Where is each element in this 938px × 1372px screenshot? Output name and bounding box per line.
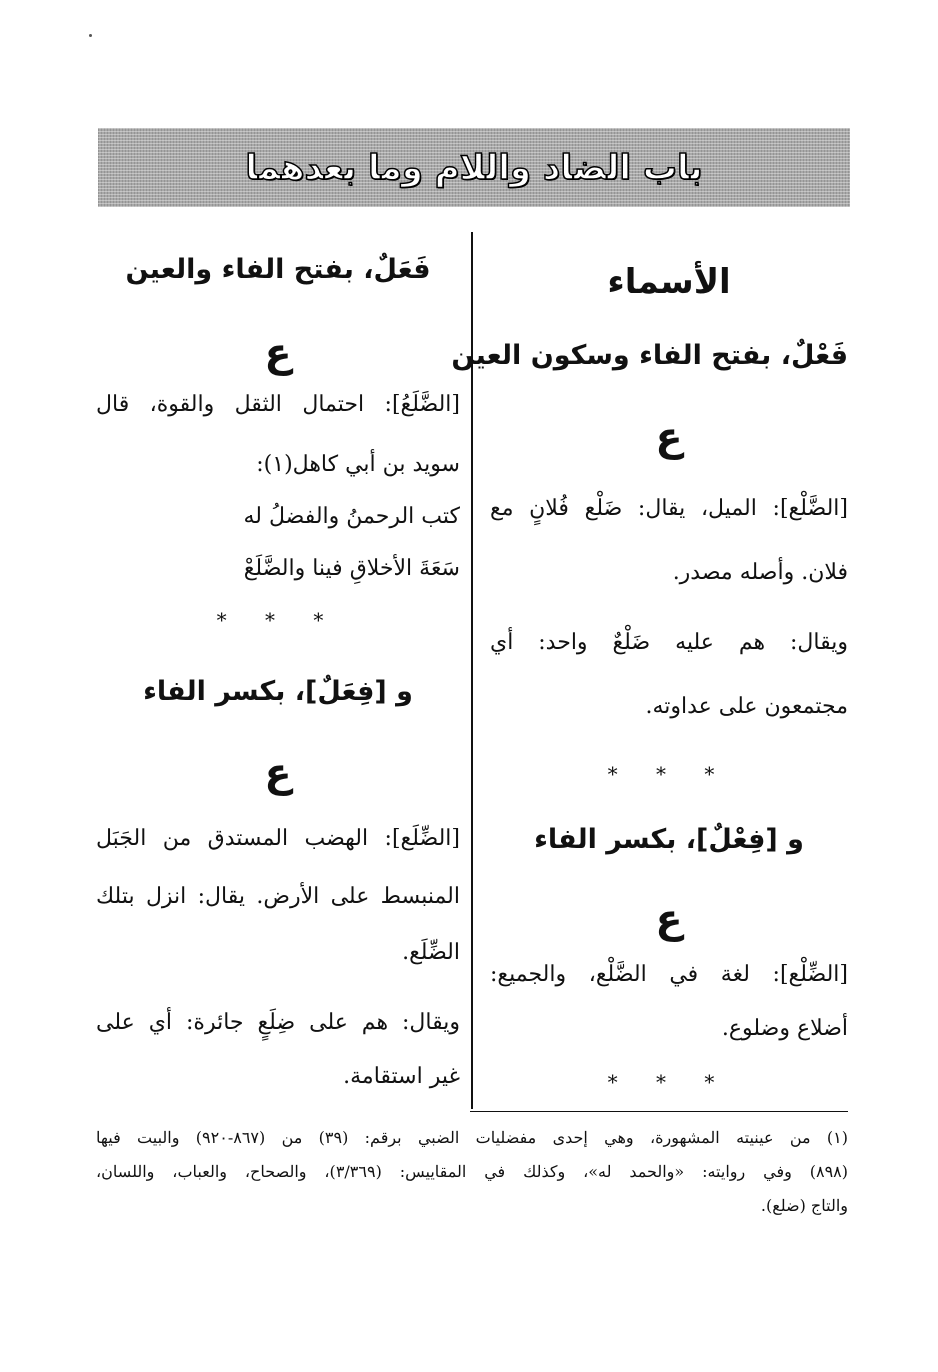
- letter-ain: ع: [655, 414, 683, 460]
- entry-line: [الضَّلَعُ]: احتمال الثقل والقوة، قال: [96, 392, 460, 417]
- chapter-title: باب الضاد واللام وما بعدهما: [245, 147, 703, 188]
- entry-line: [الضِّلَع]: الهضب المستدق من الجَبَل: [96, 826, 460, 851]
- entry-line: [الضِّلْع]: لغة في الضَّلْع، والجميع:: [490, 962, 848, 987]
- letter-ain: ع: [655, 896, 683, 942]
- pattern-heading: و [فِعَلٌ]، بكسر الفاء: [143, 676, 413, 707]
- stray-mark: [89, 34, 92, 37]
- pattern-heading: و [فِعْلٌ]، بكسر الفاء: [534, 824, 804, 855]
- footnote-line: والتاج (ضلع).: [760, 1196, 848, 1215]
- entry-line: ويقال: هم على ضِلَعٍ جائرة: أي على: [96, 1010, 460, 1035]
- footnote-line: (١) من عينيته المشهورة، وهي إحدى مفضليات الضبي برقم: (٣٩) من (٨٦٧-٩٢٠) والبيت فيها: [96, 1128, 849, 1147]
- entry-line: [الضَّلْع]: الميل، يقال: ضَلْع فُلانٍ مع: [490, 496, 848, 521]
- chapter-banner: [98, 128, 850, 207]
- letter-ain: ع: [264, 330, 292, 376]
- entry-line: الضِّلَع.: [402, 940, 460, 965]
- letter-ain: ع: [264, 750, 292, 796]
- entry-line: ويقال: هم عليه ضَلْعٌ واحد: أي: [490, 630, 848, 655]
- verse-line: سَعَةَ الأخلاقِ فينا والضَّلَعْ: [243, 556, 460, 581]
- section-separator: * * *: [216, 608, 340, 632]
- section-separator: * * *: [607, 1070, 731, 1094]
- footnote-line: (٨٩٨) وفي روايته: «والحمد له»، وكذلك في المقاييس: (٣/٣٦٩)، والصحاح، والعباب، واللسان،: [96, 1162, 848, 1181]
- entry-line: مجتمعون على عداوته.: [645, 694, 848, 719]
- section-heading-nouns: الأسماء: [607, 262, 731, 302]
- entry-line: سويد بن أبي كاهل(١):: [256, 452, 460, 477]
- section-separator: * * *: [607, 762, 731, 786]
- verse-line: كتب الرحمنُ والفضلُ له: [243, 504, 460, 529]
- footnote-rule: [470, 1111, 848, 1112]
- entry-line: المنبسط على الأرض. يقال: انزل بتلك: [96, 884, 460, 909]
- pattern-heading: فَعْلٌ، بفتح الفاء وسكون العين: [451, 340, 848, 371]
- entry-line: فلان. وأصله مصدر.: [672, 560, 848, 585]
- pattern-heading: فَعَلٌ، بفتح الفاء والعين: [125, 254, 431, 285]
- entry-line: أضلاع وضلوع.: [721, 1016, 848, 1041]
- entry-line: غير استقامة.: [343, 1064, 460, 1089]
